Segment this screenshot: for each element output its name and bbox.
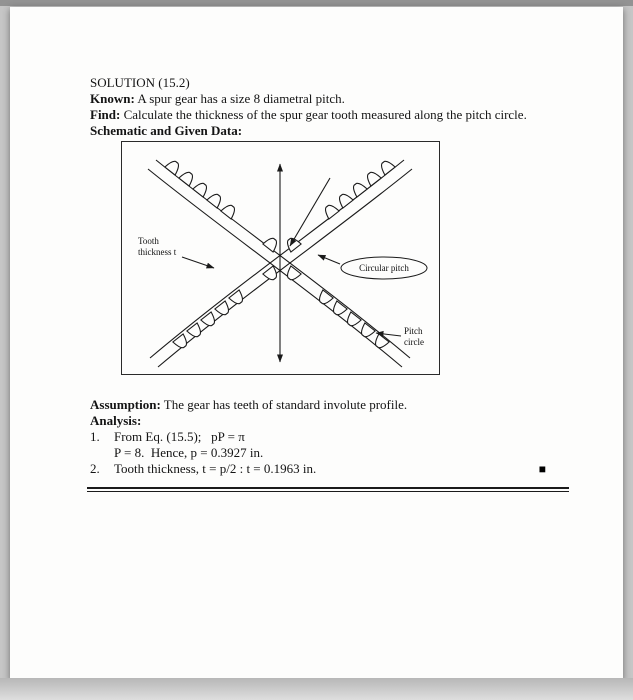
svg-text:Tooth: Tooth — [138, 236, 159, 246]
gear-schematic — [122, 142, 438, 373]
assumption-line — [90, 397, 574, 413]
svg-text:thickness t: thickness t — [138, 247, 177, 257]
step-number: 2. — [90, 461, 100, 476]
document-page — [10, 7, 623, 680]
svg-text:Circular pitch: Circular pitch — [359, 263, 409, 273]
scan-bottom-shade — [0, 678, 633, 700]
analysis-step-2 — [90, 461, 572, 477]
solution-title: SOLUTION (15.2) — [90, 75, 190, 90]
step-text: Tooth thickness, t = p/2 : t = 0.1963 in. — [114, 461, 317, 476]
diagonal-pointer-arrow — [290, 178, 330, 246]
analysis-heading: Analysis: — [90, 413, 142, 428]
find-label: Find: — [90, 107, 121, 122]
known-label: Known: — [90, 91, 135, 106]
find-text: Calculate the thickness of the spur gear tooth measured along the pitch circle. — [120, 107, 527, 122]
scan-top-edge — [0, 0, 633, 6]
step-text: From Eq. (15.5); pP = π — [114, 429, 245, 444]
end-of-solution-marker: ■ — [538, 462, 546, 476]
known-text: A spur gear has a size 8 diametral pitch. — [134, 91, 345, 106]
find-line — [90, 107, 574, 123]
analysis-step-1 — [90, 429, 572, 445]
tooth-thickness-label — [138, 236, 214, 268]
figure-box — [121, 141, 440, 375]
analysis-step-1-continued: P = 8. Hence, p = 0.3927 in. — [114, 445, 264, 460]
page-content — [90, 75, 574, 492]
assumption-label: Assumption: — [90, 397, 161, 412]
schematic-heading: Schematic and Given Data: — [90, 123, 243, 138]
step-number: 1. — [90, 429, 100, 444]
known-line — [90, 91, 574, 107]
horizontal-rule — [87, 487, 569, 492]
analysis-steps — [90, 429, 572, 477]
assumption-text: The gear has teeth of standard involute profile. — [160, 397, 408, 412]
svg-text:circle: circle — [404, 337, 424, 347]
svg-text:Pitch: Pitch — [404, 326, 423, 336]
circular-pitch-label — [318, 255, 427, 279]
